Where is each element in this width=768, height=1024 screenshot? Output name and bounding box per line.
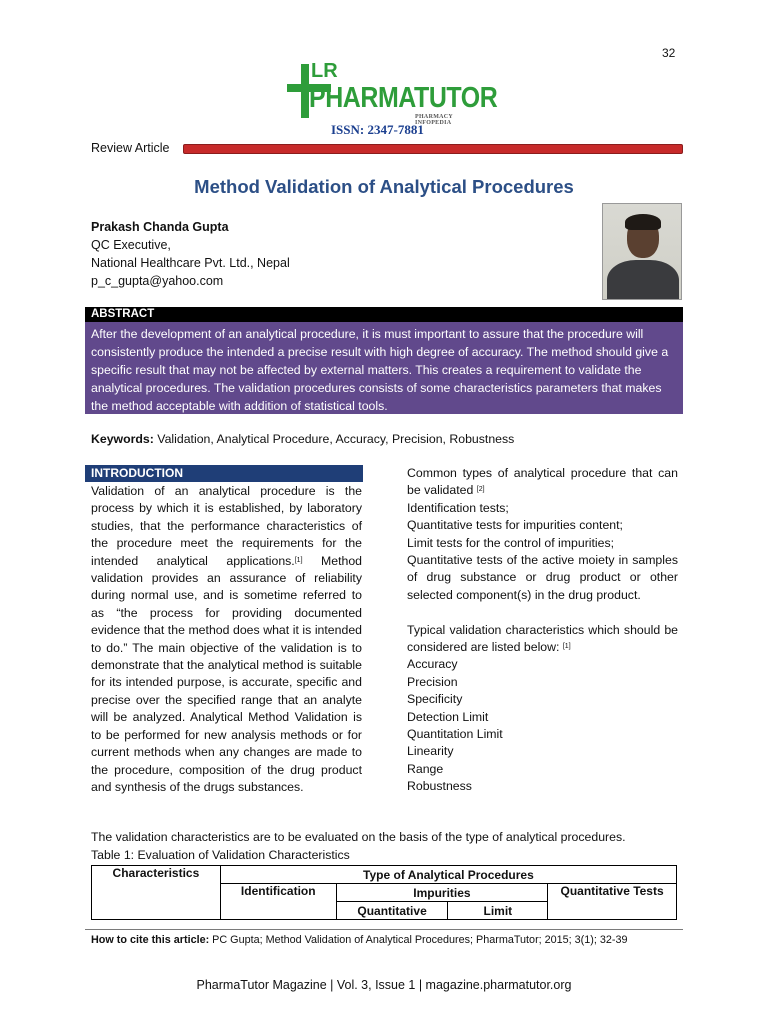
author-role: QC Executive,	[91, 238, 171, 252]
author-name: Prakash Chanda Gupta	[91, 220, 229, 234]
author-photo	[602, 203, 682, 300]
keywords	[91, 432, 514, 446]
issn: ISSN: 2347-7881	[331, 122, 424, 137]
citation-text: PC Gupta; Method Validation of Analytical Procedures; PharmaTutor; 2015; 3(1); 32-39	[209, 934, 628, 946]
list-item: Robustness	[407, 779, 472, 794]
keywords-label: Keywords:	[91, 432, 154, 446]
list-item: Range	[407, 761, 444, 776]
header-rule	[183, 144, 683, 154]
list-item: Quantitation Limit	[407, 727, 503, 742]
abstract-heading: ABSTRACT	[85, 307, 683, 322]
photo-hair	[625, 214, 661, 230]
table-row	[92, 866, 677, 884]
citation-rule	[85, 929, 683, 930]
intro-part-1: Validation of an analytical procedure is the process by which it is established, by laboratory studies, that the performance characteristics of the procedure meet the requirements for the intended analytical applications.	[91, 484, 362, 568]
logo-wordmark: PHARMATUTOR	[309, 82, 498, 114]
types-ref: [2]	[476, 486, 485, 494]
introduction-heading: INTRODUCTION	[85, 465, 363, 482]
citation	[91, 934, 628, 946]
th-limit: Limit	[448, 902, 548, 920]
chars-ref: [1]	[562, 643, 571, 651]
keywords-text: Validation, Analytical Procedure, Accuracy, Precision, Robustness	[153, 432, 515, 446]
list-item: Precision	[407, 674, 458, 689]
list-item: Detection Limit	[407, 709, 489, 724]
intro-part-2: Method validation provides an assurance of reliability during normal use, and is sometime referred to as “the process for providing documented evidence that the method does what it is intended to do.” The main objective of the validation is to demonstrate that the analytical method is suitable for its intended purpose, is accurate, specific and precise over the specified range that an analyte will be analyzed. Analytical Method Validation is to be performed for new analysis methods or for current methods when any changes are made to the procedure, composition of the drug product and synthesis of the drugs substances.	[91, 553, 363, 794]
list-item: Linearity	[407, 744, 454, 759]
th-quantitative-tests: Quantitative Tests	[548, 884, 677, 920]
list-item: Specificity	[407, 692, 463, 707]
article-type: Review Article	[91, 141, 170, 155]
abstract-text: After the development of an analytical procedure, it is must important to assure that the procedure will consistently produce the intended a precise result with high degree of accuracy. The method should give a specific result that may not be affected by external matters. This creates a requirement to validate the analytical procedures. The validation procedures consists of some characteristics parameters that makes the method acceptable with addition of statistical tools.	[85, 322, 683, 414]
author-org: National Healthcare Pvt. Ltd., Nepal	[91, 256, 290, 270]
author-email[interactable]: p_c_gupta@yahoo.com	[91, 274, 224, 288]
th-type: Type of Analytical Procedures	[220, 866, 676, 884]
th-identification: Identification	[220, 884, 336, 920]
list-item: Accuracy	[407, 657, 458, 672]
th-impurities: Impurities	[336, 884, 548, 902]
th-quantitative: Quantitative	[336, 902, 448, 920]
table-caption: Table 1: Evaluation of Validation Characteristics	[91, 848, 350, 862]
list-item: Limit tests for the control of impurities;	[407, 535, 615, 550]
citation-label: How to cite this article:	[91, 934, 210, 946]
intro-ref-1: [1]	[294, 556, 303, 564]
types-intro-text: Common types of analytical procedure that can be validated	[407, 466, 678, 498]
logo-lr: LR	[311, 60, 338, 82]
right-column	[407, 465, 678, 796]
article-title: Method Validation of Analytical Procedures	[194, 176, 574, 197]
list-item: Identification tests;	[407, 500, 509, 515]
th-characteristics: Characteristics	[92, 866, 221, 920]
types-intro	[407, 465, 678, 500]
introduction-text	[91, 483, 362, 796]
logo-tagline: PHARMACY INFOPEDIA	[415, 114, 453, 126]
pharmatutor-logo	[287, 60, 498, 130]
list-item: Quantitative tests for impurities content;	[407, 518, 623, 533]
page-footer[interactable]: PharmaTutor Magazine | Vol. 3, Issue 1 | magazine.pharmatutor.org	[196, 978, 572, 992]
chars-intro	[407, 622, 678, 657]
chars-intro-text: Typical validation characteristics which should be considered are listed below:	[407, 622, 678, 655]
photo-shirt	[607, 260, 679, 300]
page-number: 32	[662, 46, 676, 60]
list-item: Quantitative tests of the active moiety in samples of drug substance or drug product or other selected component(s) in the drug product.	[407, 553, 678, 602]
validation-text: The validation characteristics are to be evaluated on the basis of the type of analytical procedures.	[91, 830, 626, 844]
validation-table	[91, 865, 677, 920]
spacer	[407, 604, 678, 621]
